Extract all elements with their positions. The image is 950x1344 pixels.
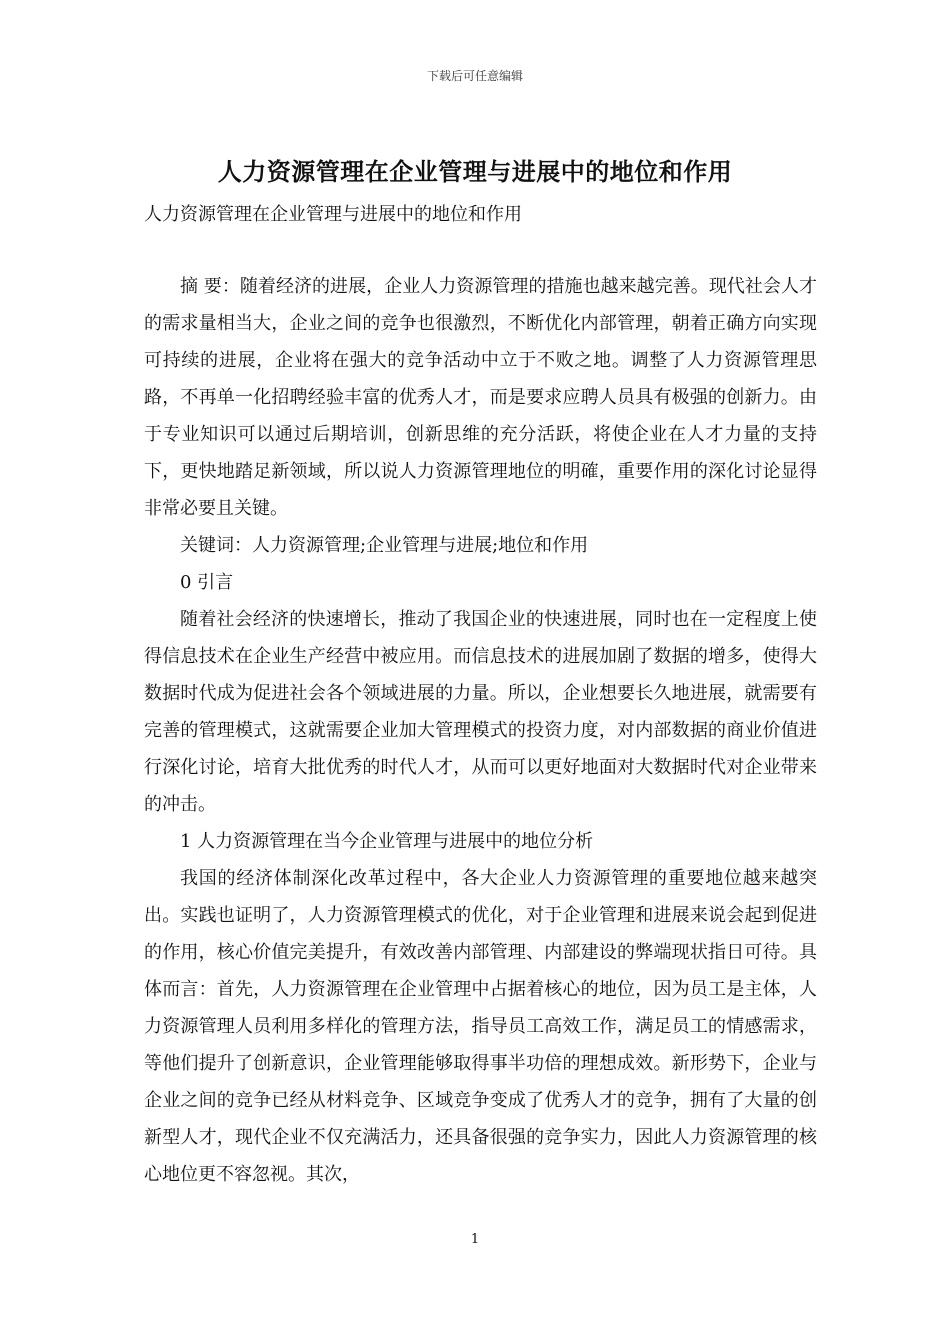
document-body	[144, 268, 817, 1193]
header-note: 下载后可任意编辑	[426, 69, 523, 83]
section-1-paragraph: 我国的经济体制深化改革过程中，各大企业人力资源管理的重要地位越来越突出。实践也证明了，人力资源管理模式的优化，对于企业管理和进展来说会起到促进的作用，核心价值完美提升，有效改善内部管理、内部建设的弊端现状指日可待。具体而言：首先，人力资源管理在企业管理中占据着核心的地位，因为员工是主体，人力资源管理人员利用多样化的管理方法，指导员工高效工作，满足员工的情感需求，等他们提升了创新意识，企业管理能够取得事半功倍的理想成效。新形势下，企业与企业之间的竞争已经从材料竞争、区域竞争变成了优秀人才的竞争，拥有了大量的创新型人才，现代企业不仅充满活力，还具备很强的竞争实力，因此人力资源管理的核心地位更不容忽视。其次，	[144, 868, 817, 1185]
section-0-paragraph: 随着社会经济的快速增长，推动了我国企业的快速进展，同时也在一定程度上使得信息技术在企业生产经营中被应用。而信息技术的进展加剧了数据的增多，使得大数据时代成为促进社会各个领域进展的力量。所以，企业想要长久地进展，就需要有完善的管理模式，这就需要企业加大管理模式的投资力度，对内部数据的商业价值进行深化讨论，培育大批优秀的时代人才，从而可以更好地面对大数据时代对企业带来的冲击。	[144, 609, 817, 815]
document-title: 人力资源管理在企业管理与进展中的地位和作用	[217, 157, 733, 186]
keywords-line: 关键词：人力资源管理;企业管理与进展;地位和作用	[180, 535, 589, 556]
section-1-heading: 1 人力资源管理在当今企业管理与进展中的地位分析	[180, 831, 594, 852]
section-0-heading: 0 引言	[180, 572, 234, 593]
abstract-paragraph: 摘 要：随着经济的进展，企业人力资源管理的措施也越来越完善。现代社会人才的需求量相当大，企业之间的竞争也很激烈，不断优化内部管理，朝着正确方向实现可持续的进展，企业将在强大的竞争活动中立于不败之地。调整了人力资源管理思路，不再单一化招聘经验丰富的优秀人才，而是要求应聘人员具有极强的创新力。由于专业知识可以通过后期培训，创新思维的充分活跃，将使企业在人才力量的支持下，更快地踏足新领域，所以说人力资源管理地位的明確，重要作用的深化讨论显得非常必要且关键。	[144, 276, 817, 519]
document-subtitle: 人力资源管理在企业管理与进展中的地位和作用	[144, 204, 522, 225]
page-number: 1	[470, 1232, 480, 1247]
